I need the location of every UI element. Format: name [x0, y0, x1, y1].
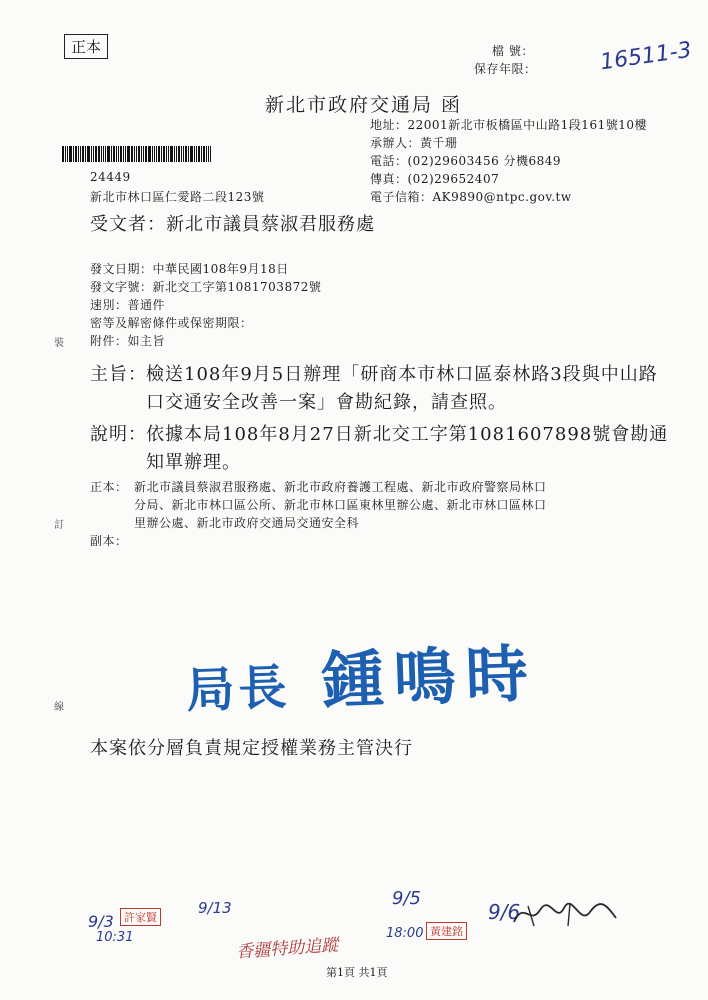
annotation-3-time: 18:00: [386, 926, 424, 941]
annotation-2-note: 香疆特助追蹤: [235, 935, 339, 963]
binding-mark-middle: 訂: [54, 520, 64, 531]
annotation-3-stamp: 黃建銘: [426, 922, 467, 940]
annotation-3-date: 9/5: [392, 888, 421, 909]
original-recipients-label: 正本：: [90, 480, 128, 494]
annotation-1-time: 10:31: [96, 930, 134, 945]
attachment: 附件：如主旨: [90, 334, 166, 348]
annotation-1-stamp: 許家賢: [120, 908, 161, 926]
recipient: 受文者：新北市議員蔡淑君服務處: [90, 214, 375, 235]
delegation-note: 本案依分層負責規定授權業務主管決行: [90, 738, 413, 759]
annotation-2-date: 9/13: [198, 899, 232, 917]
description-line-1: 依據本局108年8月27日新北交工字第1081607898號會勘通: [146, 424, 669, 445]
original-copy-box: 正本: [64, 34, 108, 59]
email-address: 電子信箱：AK9890@ntpc.gov.tw: [370, 190, 572, 204]
postal-barcode: [62, 146, 262, 162]
document-number: 發文字號：新北交工字第1081703872號: [90, 280, 322, 294]
copy-recipients-label: 副本：: [90, 534, 128, 548]
delivery-speed: 速別：普通件: [90, 298, 166, 312]
fax-number: 傳真：(02)29652407: [370, 172, 500, 186]
annotation-4-note: 9/6: [488, 900, 521, 924]
seal-title: 局長: [185, 659, 292, 720]
seal-name: 鍾鳴時: [320, 636, 539, 718]
phone-number: 電話：(02)29603456 分機6849: [370, 154, 562, 168]
subject-line-1: 檢送108年9月5日辦理「研商本市林口區泰林路3段與中山路: [146, 364, 658, 385]
subject-label: 主旨：: [90, 364, 147, 385]
sender-address: 地址：22001新北市板橋區中山路1段161號10樓: [370, 118, 647, 132]
retention-period-label: 保存年限：: [474, 62, 537, 76]
issue-date: 發文日期：中華民國108年9月18日: [90, 262, 289, 276]
binding-mark-top: 裝: [54, 338, 64, 349]
file-number-label: 檔 號：: [492, 44, 534, 58]
page-number: 第1頁 共1頁: [326, 966, 388, 979]
original-recipients-line-1: 新北市議員蔡淑君服務處、新北市政府養護工程處、新北市政府警察局林口: [134, 480, 547, 494]
subject-line-2: 口交通安全改善一案」會勘紀錄，請查照。: [146, 392, 507, 413]
original-recipients-line-3: 里辦公處、新北市政府交通局交通安全科: [134, 516, 360, 530]
secrecy-level: 密等及解密條件或保密期限：: [90, 316, 253, 330]
document-title: 新北市政府交通局 函: [265, 94, 463, 116]
postal-code: 24449: [90, 170, 131, 184]
binding-mark-bottom: 線: [54, 702, 64, 713]
handwritten-file-number: 16511-3: [598, 37, 694, 76]
contact-person: 承辦人：黃千珊: [370, 136, 458, 150]
annotation-1-date: 9/3: [88, 912, 114, 931]
handwritten-signature: [510, 896, 620, 932]
recipient-address: 新北市林口區仁愛路二段123號: [90, 190, 265, 204]
description-line-2: 知單辦理。: [146, 452, 241, 473]
director-seal: [185, 624, 540, 725]
original-recipients-line-2: 分局、新北市林口區公所、新北市林口區東林里辦公處、新北市林口區林口: [134, 498, 547, 512]
description-label: 說明：: [90, 424, 147, 445]
